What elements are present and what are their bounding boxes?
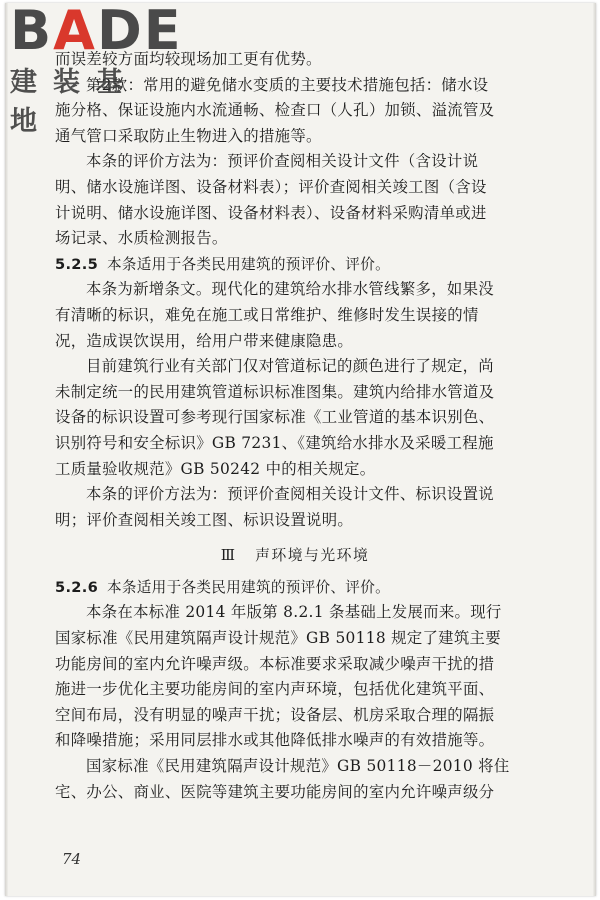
section-numeral: Ⅲ (220, 547, 237, 565)
text-line: 功能房间的室内允许噪声级。本标准要求采取减少噪声干扰的措 (55, 654, 495, 673)
paragraph-6 (55, 600, 535, 754)
clause-number: 5.2.6 (55, 578, 99, 596)
text-line: 况，造成误饮误用，给用户带来健康隐患。 (55, 331, 354, 350)
text-line: 通气管口采取防止生物进入的措施等。 (55, 126, 322, 145)
paragraph-2 (55, 149, 535, 251)
clause-text: 本条适用于各类民用建筑的预评价、评价。 (107, 578, 390, 596)
clause-heading-5-2-6 (55, 575, 535, 601)
text-line: 施进一步优化主要功能房间的室内声环境，包括优化建筑平面、 (55, 680, 495, 699)
text-line: 本条的评价方法为：预评价查阅相关设计文件、标识设置说 (86, 485, 494, 504)
text-line: 施分格、保证设施内水流通畅、检查口（人孔）加锁、溢流管及 (55, 101, 495, 120)
spacer (55, 533, 535, 543)
text-line: 明；评价查阅相关竣工图、标识设置说明。 (55, 510, 354, 529)
paragraph-5 (55, 482, 535, 533)
text-line: 计说明、储水设施详图、设备材料表）、设备材料采购清单或进 (55, 203, 487, 222)
scan-edge-right (593, 3, 596, 896)
text-line: 设备的标识设置可参考现行国家标准《工业管道的基本识别色、 (55, 408, 495, 427)
clause-number: 5.2.5 (55, 255, 99, 273)
paragraph-4 (55, 354, 535, 482)
text-line: 国家标准《民用建筑隔声设计规范》GB 50118－2010 将住 (86, 757, 510, 776)
text-line: 空间布局，没有明显的噪声干扰；设备层、机房采取合理的隔振 (55, 705, 495, 724)
text-line: 场记录、水质检测报告。 (55, 229, 228, 248)
text-line: 识别符号和安全标识》GB 7231、《建筑给水排水及采暖工程施 (55, 433, 494, 452)
paragraph-1 (55, 47, 535, 149)
clause-heading-5-2-5 (55, 252, 535, 278)
text-line: 本条的评价方法为：预评价查阅相关设计文件（含设计说 (86, 152, 479, 171)
watermark-logo-letters: BADE (10, 0, 183, 62)
text-line: 而误差较方面均较现场加工更有优势。 (55, 50, 322, 68)
paragraph-7 (55, 754, 535, 805)
body-text (55, 47, 535, 805)
section-title (55, 543, 535, 569)
text-line: 国家标准《民用建筑隔声设计规范》GB 50118 规定了建筑主要 (55, 629, 501, 648)
text-line: 本条为新增条文。现代化的建筑给水排水管线繁多，如果没 (86, 280, 494, 299)
text-line: 宅、办公、商业、医院等建筑主要功能房间的室内允许噪声级分 (55, 782, 495, 801)
section-title-text: 声环境与光环境 (255, 547, 370, 565)
text-line: 未制定统一的民用建筑管道标识标准图集。建筑内给排水管道及 (55, 382, 495, 401)
scan-edge-left (5, 3, 8, 896)
text-line: 明、储水设施详图、设备材料表）；评价查阅相关竣工图（含设 (55, 177, 487, 196)
text-line: 目前建筑行业有关部门仅对管道标记的颜色进行了规定，尚 (86, 357, 494, 376)
page-number: 74 (62, 850, 82, 868)
paragraph-3 (55, 277, 535, 354)
text-line: 第2款：常用的避免储水变质的主要技术措施包括：储水设 (86, 75, 489, 94)
text-line: 工质量验收规范》GB 50242 中的相关规定。 (55, 459, 376, 478)
text-line: 本条在本标准 2014 年版第 8.2.1 条基础上发展而来。现行 (86, 603, 502, 622)
clause-text: 本条适用于各类民用建筑的预评价、评价。 (107, 255, 390, 273)
watermark-subtitle: 建装基地 (10, 67, 139, 137)
text-line: 有清晰的标识，难免在施工或日常维护、维修时发生误接的情 (55, 305, 479, 324)
text-line: 和降噪措施；采用同层排水或其他降低排水噪声的有效措施等。 (55, 731, 495, 750)
